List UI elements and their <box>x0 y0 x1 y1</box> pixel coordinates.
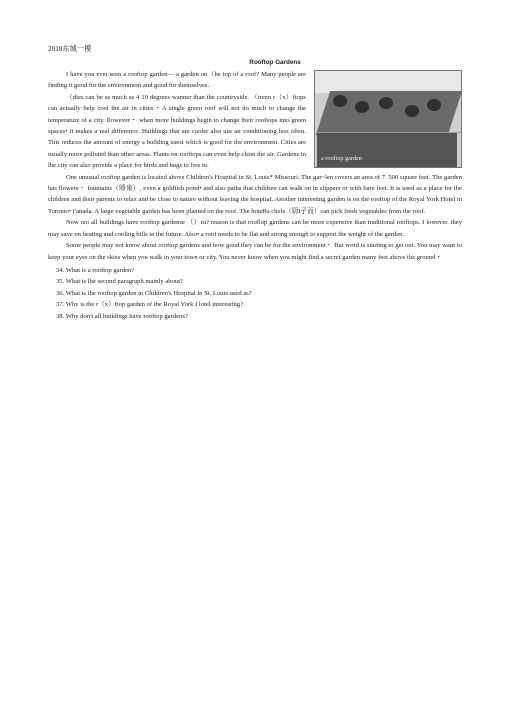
photo-caption: a rooftop garden <box>321 155 362 162</box>
rooftop-garden-photo <box>314 70 462 168</box>
paragraph-3: One unusual rooftop garden is located above Children's Hospital in St. Louis* Missouri. The gar~len covers an area of 7. 500 square feet. The garden has flowers・ fountains（喷泉）, even a goldfish pond• and also paths that children can walk on in slippers or with bare feet. It is used as a place for the children and their parents to relax and be close to nature without leaving the hospitaL Another interesting garden is on the rooftop of the Royal York Hotel in Toronto• ('anada. A large vegetable garden has been planted on the roof. The hoteRs chefs（厨I孑而）can pick fresh vegetables from the roof. <box>48 173 462 215</box>
exam-header: 2018东城一模 <box>48 45 92 53</box>
paragraph-5: Some people may not know about rooftop gardens and how good they can be for the environment・ But word is starting to get out. You may want to keep your eyes on the skies when you walk in your town or city. You never know when you might find a secret garden many feet above the ground・ <box>48 242 462 261</box>
question-38: 38. Why don't all buildings have rooftop gardens? <box>56 312 188 320</box>
question-34: 34. What is a rooftop garden? <box>56 266 135 274</box>
question-36: 36. What is the rooftop garden in Children's Hospital in St. Louis used as? <box>56 289 252 297</box>
paragraph-4: Now noi all buildings have rooftop gardense （）ru? reason is that rooflop gardens can be more expensive than traditional rooftops. I lowever. they may save on heating and cooling bills in the future. Also• a roof needs to be flat and strong enough to support the weight of the garden. <box>48 219 462 238</box>
document-page <box>48 44 462 322</box>
article-title: Rooftop Gardens <box>249 59 301 66</box>
question-37: 37. Why is the r（x）ftop garden of the Royal York I lotel interesting? <box>56 301 244 309</box>
question-35: 35. What is lhe second paragraph mainly about? <box>56 278 183 286</box>
paragraph-2: （dies can be as much as 4 10 degrees wanner than the countryside. （ireen r（x）ftops can actually help cool the air in cities・A single green roof will not do much to change the temperature of a city. Ilowever・ when more buildings begin to change their rooftops into green spaces• it makes a real difference. Buildings that are cooler also use air conditioning less often. This reduces the amount of energy a building usest which is good for the environmeni. Cities are usually more polluted than other areas. Plants on rooftops can even help clean the air. Gardens in lhe city can also provide a place for birds and bugs to live in. <box>48 93 306 170</box>
paragraph-1: I have you ever seen a rooftop garden— a garden on（he top of a roof? Many people are finding it good for the environment and good for themselves. <box>48 71 306 90</box>
